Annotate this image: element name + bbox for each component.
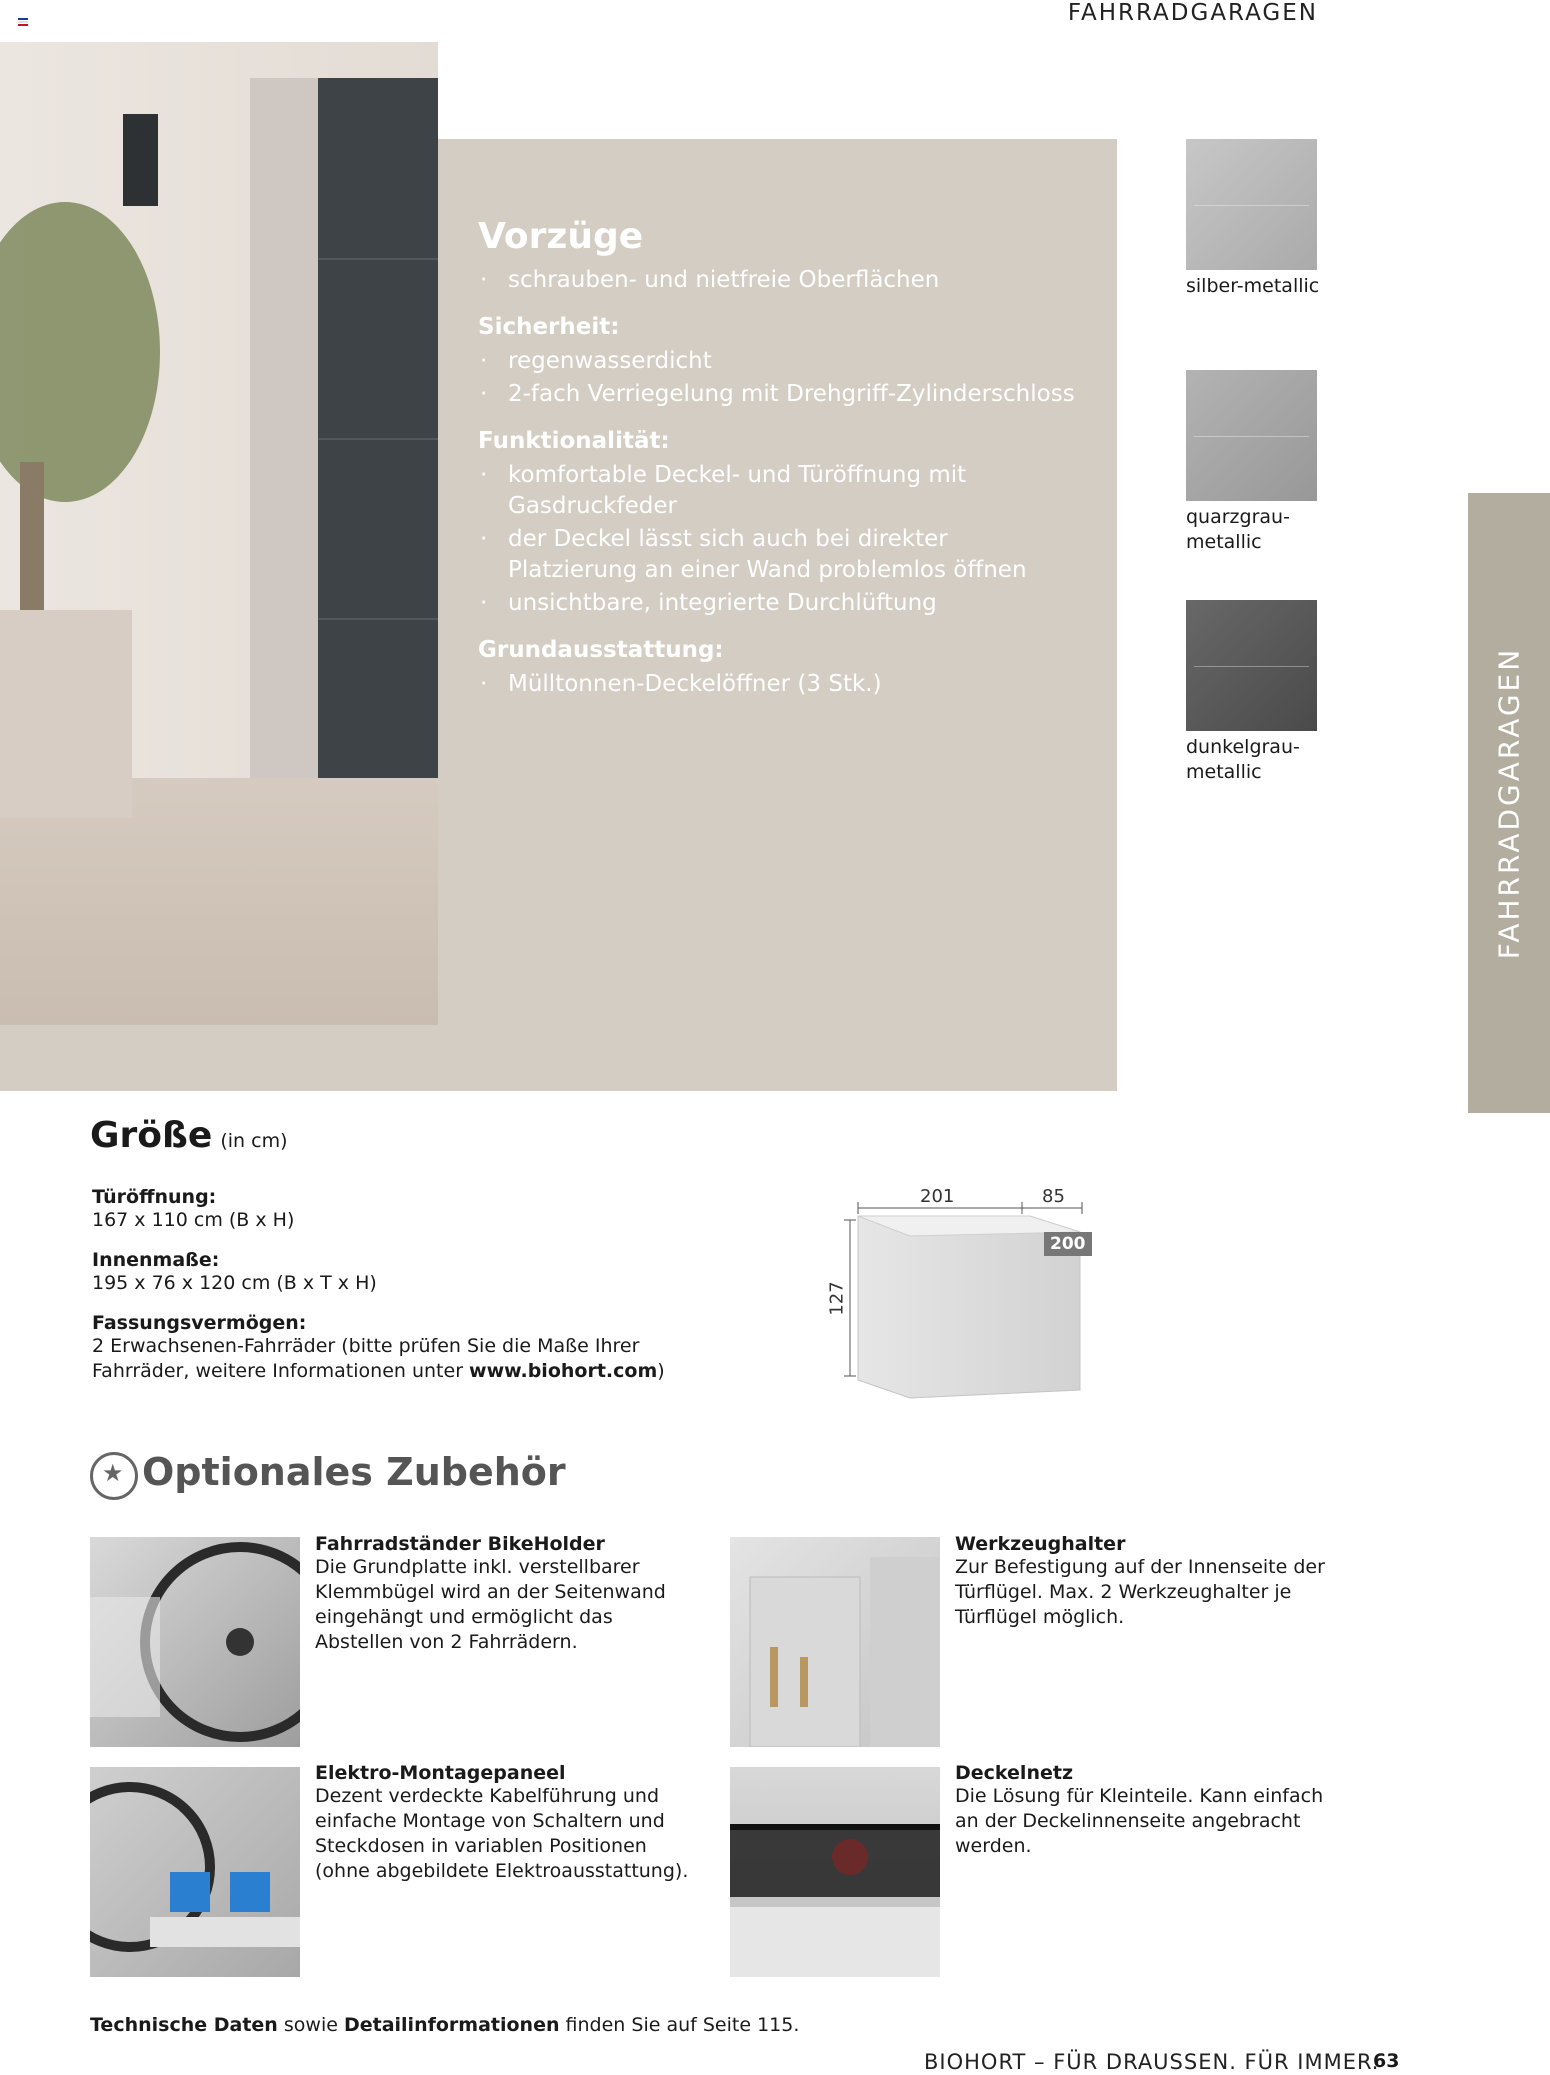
garage-drawing	[810, 1180, 1110, 1420]
footer-bold-technical: Technische Daten	[90, 2014, 278, 2036]
accessory-name: Deckelnetz	[955, 1762, 1073, 1784]
benefits-intro-list	[478, 265, 1078, 296]
size-heading	[90, 1115, 287, 1156]
size-title: Größe	[90, 1115, 213, 1156]
spec-value-door: 167 x 110 cm (B x H)	[92, 1209, 295, 1231]
list-item: · Mülltonnen-Deckelöffner (3 Stk.)	[478, 669, 1078, 700]
list-item: · regenwasserdicht	[478, 346, 1078, 377]
list-item: · unsichtbare, integrierte Durchlüftung	[478, 588, 1078, 619]
accessories-heading	[90, 1450, 590, 1500]
footer-bold-details: Detailinformationen	[343, 2014, 560, 2036]
spec-label-capacity: Fassungsvermögen:	[92, 1312, 307, 1334]
list-item: · 2-fach Verriegelung mit Drehgriff-Zylinderschloss	[478, 379, 1078, 410]
swatch-label-quartz-grey: quarzgrau-metallic	[1186, 506, 1290, 553]
list-item: · komfortable Deckel- und Türöffnung mit Gasdruckfeder	[478, 460, 1078, 522]
benefits-section	[478, 216, 1078, 702]
dim-height: 127	[826, 1281, 848, 1316]
accessory-desc: Die Lösung für Kleinteile. Kann einfach an der Deckelinnenseite angebracht werden.	[955, 1785, 1324, 1857]
group-heading-functionality: Funktionalität:	[478, 428, 670, 454]
flag-icon	[18, 18, 28, 25]
swatch-label-dark-grey: dunkelgrau-metallic	[1186, 736, 1300, 783]
hero-photo	[0, 42, 438, 1025]
accessory-bikeholder	[315, 1533, 695, 1655]
footer-end: finden Sie auf Seite 115.	[559, 2014, 800, 2036]
spec-label-inner: Innenmaße:	[92, 1249, 220, 1271]
star-icon	[90, 1452, 138, 1500]
swatch-silver	[1186, 139, 1317, 270]
accessory-name: Werkzeughalter	[955, 1533, 1126, 1555]
swatch-label-silver: silber-metallic	[1186, 275, 1320, 297]
swatch-quartz-grey	[1186, 370, 1317, 501]
spec-label-door: Türöffnung:	[92, 1186, 217, 1208]
spec-value-inner: 195 x 76 x 120 cm (B x T x H)	[92, 1272, 377, 1294]
bikeholder-image	[90, 1537, 300, 1747]
accessory-lid-net	[955, 1762, 1335, 1859]
lid-net-image	[730, 1767, 940, 1977]
page-number: 63	[1373, 2050, 1400, 2072]
list-item: · der Deckel lässt sich auch bei direkter Platzierung an einer Wand problemlos öffnen	[478, 524, 1078, 586]
electro-panel-image	[90, 1767, 300, 1977]
group-heading-equipment: Grundausstattung:	[478, 637, 724, 663]
security-list	[478, 346, 1078, 410]
accessory-name: Elektro-Montagepaneel	[315, 1762, 566, 1784]
footer-note	[90, 2014, 799, 2036]
dim-badge: 200	[1044, 1232, 1092, 1256]
equipment-list	[478, 669, 1078, 700]
side-tab-label: FAHRRADGARAGEN	[1492, 646, 1526, 960]
accessory-electro-panel	[315, 1762, 695, 1884]
accessory-toolholder	[955, 1533, 1335, 1630]
list-item: · schrauben- und nietfreie Oberflächen	[478, 265, 1078, 296]
dim-width: 201	[920, 1186, 955, 1207]
accessory-desc: Dezent verdeckte Kabelführung und einfache Montage von Schaltern und Steckdosen in variablen Positionen (ohne abgebildete Elektroausstattung).	[315, 1785, 689, 1882]
footer-brand: BIOHORT – FÜR DRAUSSEN. FÜR IMMER.	[924, 2050, 1380, 2074]
functionality-list	[478, 460, 1078, 619]
swatch-dark-grey	[1186, 600, 1317, 731]
capacity-suffix: )	[657, 1360, 665, 1382]
capacity-text: 2 Erwachsenen-Fahrräder (bitte prüfen Sie die Maße Ihrer Fahrräder, weitere Informationen unter	[92, 1335, 640, 1382]
footer-mid: sowie	[277, 2014, 344, 2036]
benefits-title: Vorzüge	[478, 216, 644, 257]
accessories-title: Optionales Zubehör	[142, 1450, 566, 1494]
dimension-diagram	[810, 1180, 1110, 1420]
accessory-desc: Die Grundplatte inkl. verstellbarer Klemmbügel wird an der Seitenwand eingehängt und ermöglicht das Abstellen von 2 Fahrrädern.	[315, 1556, 666, 1653]
dim-depth: 85	[1042, 1186, 1065, 1207]
group-heading-security: Sicherheit:	[478, 314, 620, 340]
toolholder-image	[730, 1537, 940, 1747]
side-tab	[1468, 493, 1550, 1113]
size-specs	[92, 1186, 732, 1384]
section-title: FAHRRADGARAGEN	[1067, 0, 1318, 26]
accessory-name: Fahrradständer BikeHolder	[315, 1533, 605, 1555]
accessory-desc: Zur Befestigung auf der Innenseite der Türflügel. Max. 2 Werkzeughalter je Türflügel möglich.	[955, 1556, 1325, 1628]
website-link[interactable]: www.biohort.com	[469, 1360, 658, 1382]
size-unit: (in cm)	[220, 1130, 288, 1152]
spec-value-capacity	[92, 1334, 732, 1384]
